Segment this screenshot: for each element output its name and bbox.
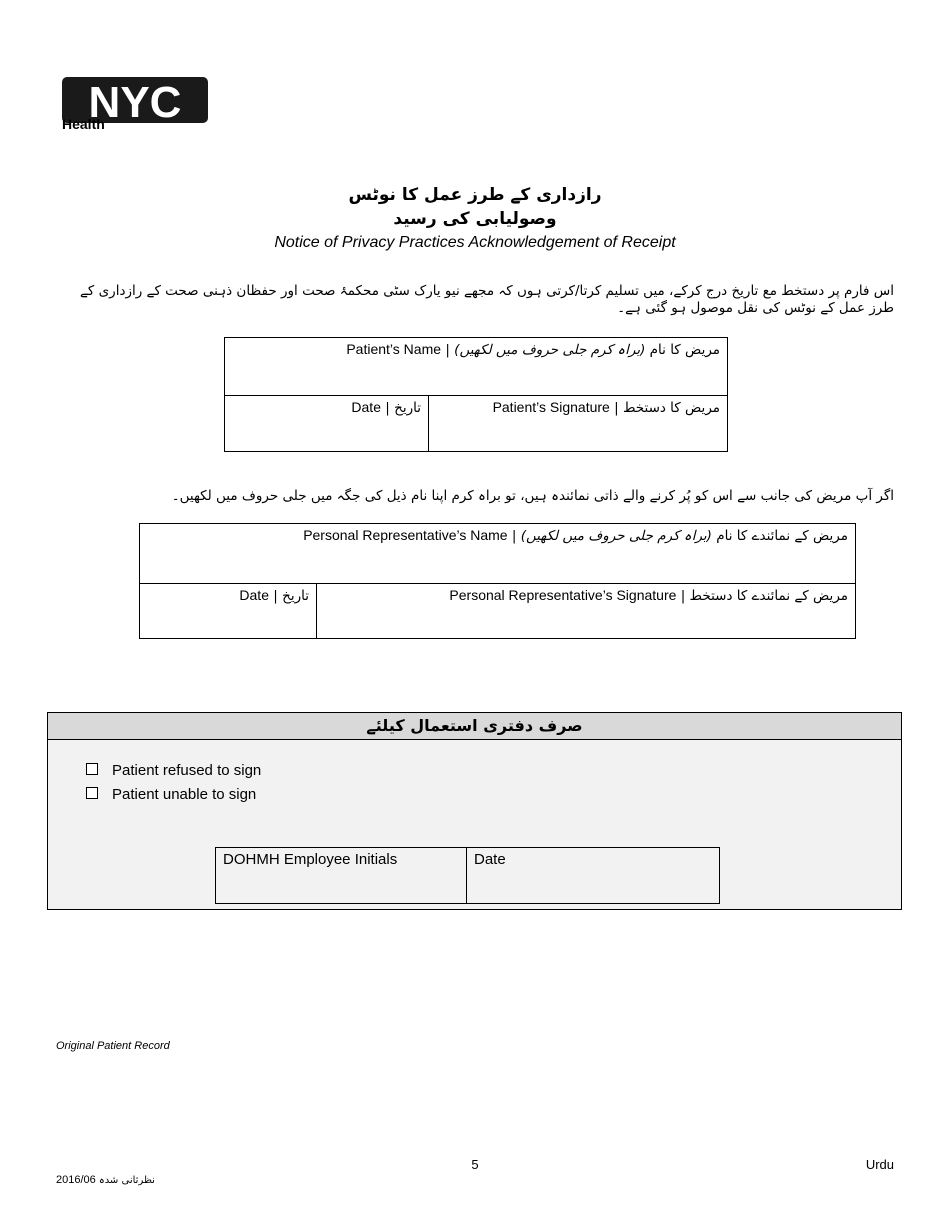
employee-date-label: Date [474, 851, 506, 868]
logo-text: NYC [88, 78, 182, 127]
patient-date-cell[interactable]: تاریخ | Date [225, 396, 429, 452]
rep-signature-label-ur: مریض کے نمائندے کا دستخط [689, 588, 848, 604]
patient-signature-cell[interactable]: مریض کا دستخط | Patient’s Signature [429, 396, 728, 452]
checkbox-unable[interactable] [86, 787, 98, 799]
office-use-section [47, 712, 902, 910]
title-urdu-line1: رازداری کے طرز عمل کا نوٹس [348, 185, 602, 205]
revision-label-ur: نظرثانی شدہ [98, 1175, 155, 1186]
language-label: Urdu [865, 1157, 894, 1172]
revision-info [56, 1174, 155, 1186]
title-english: Notice of Privacy Practices Acknowledgement of Receipt [274, 234, 676, 251]
patient-date-label-ur: تاریخ [394, 400, 421, 416]
patient-signature-label-ur: مریض کا دستخط [622, 400, 720, 416]
option-refused[interactable] [86, 762, 261, 779]
patient-name-hint: (براہ کرم جلی حروف میں لکھیں) [454, 342, 646, 358]
rep-signature-cell[interactable]: مریض کے نمائندے کا دستخط | Personal Representative’s Signature [317, 584, 856, 639]
employee-date-cell[interactable] [467, 848, 720, 904]
patient-name-cell[interactable]: مریض کا نام (براہ کرم جلی حروف میں لکھیں) | Patient’s Name [225, 338, 728, 396]
rep-date-label-en: Date [239, 587, 269, 603]
option-unable-label: Patient unable to sign [112, 786, 257, 803]
rep-name-label-en: Personal Representative’s Name [303, 527, 508, 543]
title-urdu-line2: وصولیابی کی رسید [393, 209, 557, 229]
patient-date-label-en: Date [351, 399, 381, 415]
employee-initials-label: DOHMH Employee Initials [223, 851, 398, 868]
employee-initials-cell[interactable] [216, 848, 467, 904]
revision-date: 2016/06 [56, 1174, 96, 1186]
rep-name-hint: (براہ کرم جلی حروف میں لکھیں) [520, 528, 712, 544]
patient-form [224, 337, 728, 452]
office-use-header: صرف دفتری استعمال کیلئے [48, 713, 901, 740]
representative-form [139, 523, 856, 639]
employee-table [215, 847, 720, 904]
original-record-label: Original Patient Record [56, 1040, 170, 1052]
patient-name-label-ur: مریض کا نام [649, 342, 720, 358]
rep-date-cell[interactable]: تاریخ | Date [140, 584, 317, 639]
option-unable[interactable] [86, 786, 256, 803]
checkbox-refused[interactable] [86, 763, 98, 775]
rep-name-cell[interactable]: مریض کے نمائندے کا نام (براہ کرم جلی حروف میں لکھیں) | Personal Representative’s Name [140, 524, 856, 584]
page-number: 5 [471, 1157, 479, 1172]
rep-date-label-ur: تاریخ [282, 588, 309, 604]
logo-subtitle: Health [62, 116, 105, 132]
patient-signature-label-en: Patient’s Signature [492, 399, 610, 415]
rep-signature-label-en: Personal Representative’s Signature [449, 587, 677, 603]
representative-intro: اگر آپ مریض کی جانب سے اس کو پُر کرنے والے ذاتی نمائندہ ہیں، تو براہ کرم اپنا نام ذیل کی جگہ میں جلی حروف میں لکھیں۔ [171, 488, 894, 504]
intro-paragraph: اس فارم پر دستخط مع تاریخ درج کرکے، میں تسلیم کرتا/کرتی ہوں کہ مجھے نیو یارک سٹی محکمۂ صحت اور حفظان ذہنی صحت کے رازداری کے طرز عمل کے نوٹس کی نقل موصول ہو گئی ہے۔ [79, 283, 894, 316]
patient-name-label-en: Patient’s Name [346, 341, 442, 357]
rep-name-label-ur: مریض کے نمائندے کا نام [716, 528, 848, 544]
option-refused-label: Patient refused to sign [112, 762, 262, 779]
